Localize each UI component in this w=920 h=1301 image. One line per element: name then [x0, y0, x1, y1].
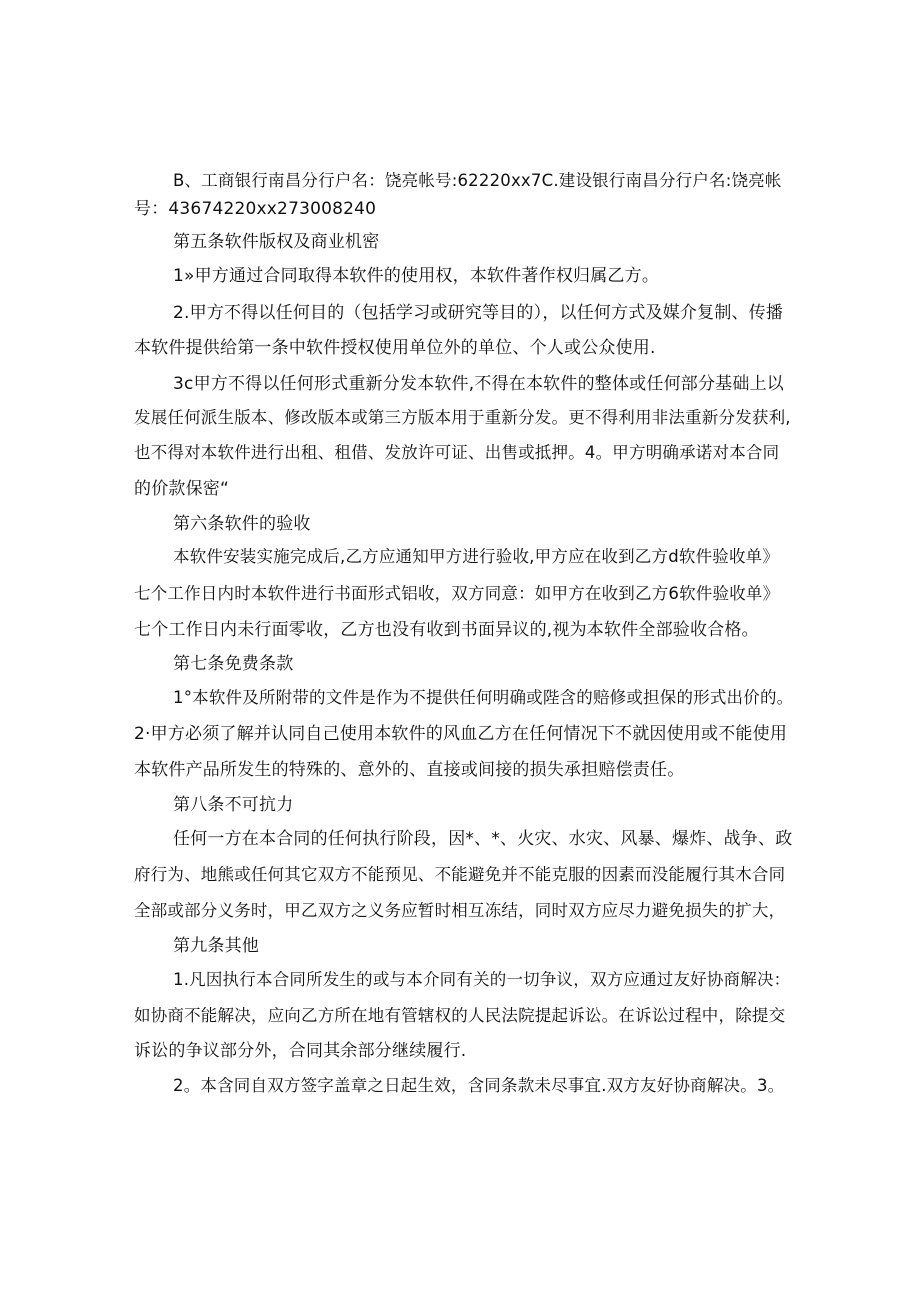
paragraph-line: 七个工作日内时本软件进行书面形式铝收，双方同意：如甲方在收到乙方6软件验收单》 [134, 584, 780, 603]
section-heading: 第八条不可抗力 [173, 795, 294, 815]
paragraph-line: 2。本含同自双方签字盖章之日起生效，含同条款未尽事宜.双方友好协商解决。3。 [173, 1076, 785, 1095]
section-heading: 第六条软件的验收 [173, 514, 311, 534]
paragraph-line: 号：43674220xx273008240 [134, 199, 377, 219]
paragraph-line: 的价款保密“ [134, 479, 230, 499]
section-heading: 第五条软件版权及商业机密 [173, 232, 380, 252]
paragraph-line: 1.凡因执行本合同所发生的或与本介同有关的一切争议，双方应通过友好协商解决： [173, 970, 791, 989]
paragraph-line: 2.甲方不得以任何目的（包括学习或研究等目的），以任何方式及媒介复制、传播 [173, 303, 784, 323]
paragraph-line: 1»甲方通过合同取得本软件的使用权，本软件著作权归属乙方。 [173, 266, 660, 286]
paragraph-line: 七个工作日内未行面零收，乙方也没有收到书面异议的,视为本软件全部验收合格。 [134, 620, 759, 640]
paragraph-line: 也不得对本软件进行出租、租借、发放许可证、出售或抵押。4。甲方明确承诺对本合同 [134, 443, 780, 462]
paragraph-line: 2·甲方必须了解并认同自己使用本软件的风血乙方在任何情况下不就因使用或不能使用 [134, 724, 788, 744]
paragraph-line: 1°本软件及所附带的文件是作为不提供任何明确或陛含的赔修或担保的形式出价的。 [173, 688, 794, 707]
section-heading: 第九条其他 [173, 936, 259, 956]
paragraph-line: 本软件产品所发生的特殊的、意外的、直接或间接的损失承担赔偿责任。 [134, 760, 685, 780]
paragraph-line: 本软件安装实施完成后,乙方应通知甲方进行验收,甲方应在收到乙方d软件验收单》 [173, 547, 780, 566]
paragraph-line: 任何一方在本合同的任何执行阶段，因*、*、火灾、水灾、风暴、爆炸、战争、政 [173, 829, 793, 849]
paragraph-line: 全部或部分义务时，甲乙双方之义务应暂时相互冻结，同时双方应尽力避免损失的扩大， [134, 901, 786, 920]
paragraph-line: 3c甲方不得以任何形式重新分发本软件,不得在本软件的整体或任何部分基础上以 [173, 374, 784, 394]
paragraph-line: B、工商银行南昌分行户名：饶亮帐号:62220xx7C.建设银行南昌分行户名:饶亮帐 [173, 171, 782, 190]
paragraph-line: 诉讼的争议部分外，合同其余部分继续履行. [134, 1041, 467, 1061]
paragraph-line: 如协商不能解决，应向乙方所在地有管辖权的人民法院提起诉讼。在诉讼过程中，除提交 [134, 1006, 786, 1025]
paragraph-line: 本软件提供给第一条中软件授权使用单位外的单位、个人或公众使用. [134, 338, 656, 358]
section-heading: 第七条免费条款 [173, 654, 294, 674]
paragraph-line: 发展任何派生版本、修改版本或第三方版本用于重新分发。更不得利用非法重新分发获利, [134, 408, 791, 427]
paragraph-line: 府行为、地熊或任何其它双方不能预见、不能避免并不能克服的因素而没能履行其木合同 [134, 865, 786, 884]
